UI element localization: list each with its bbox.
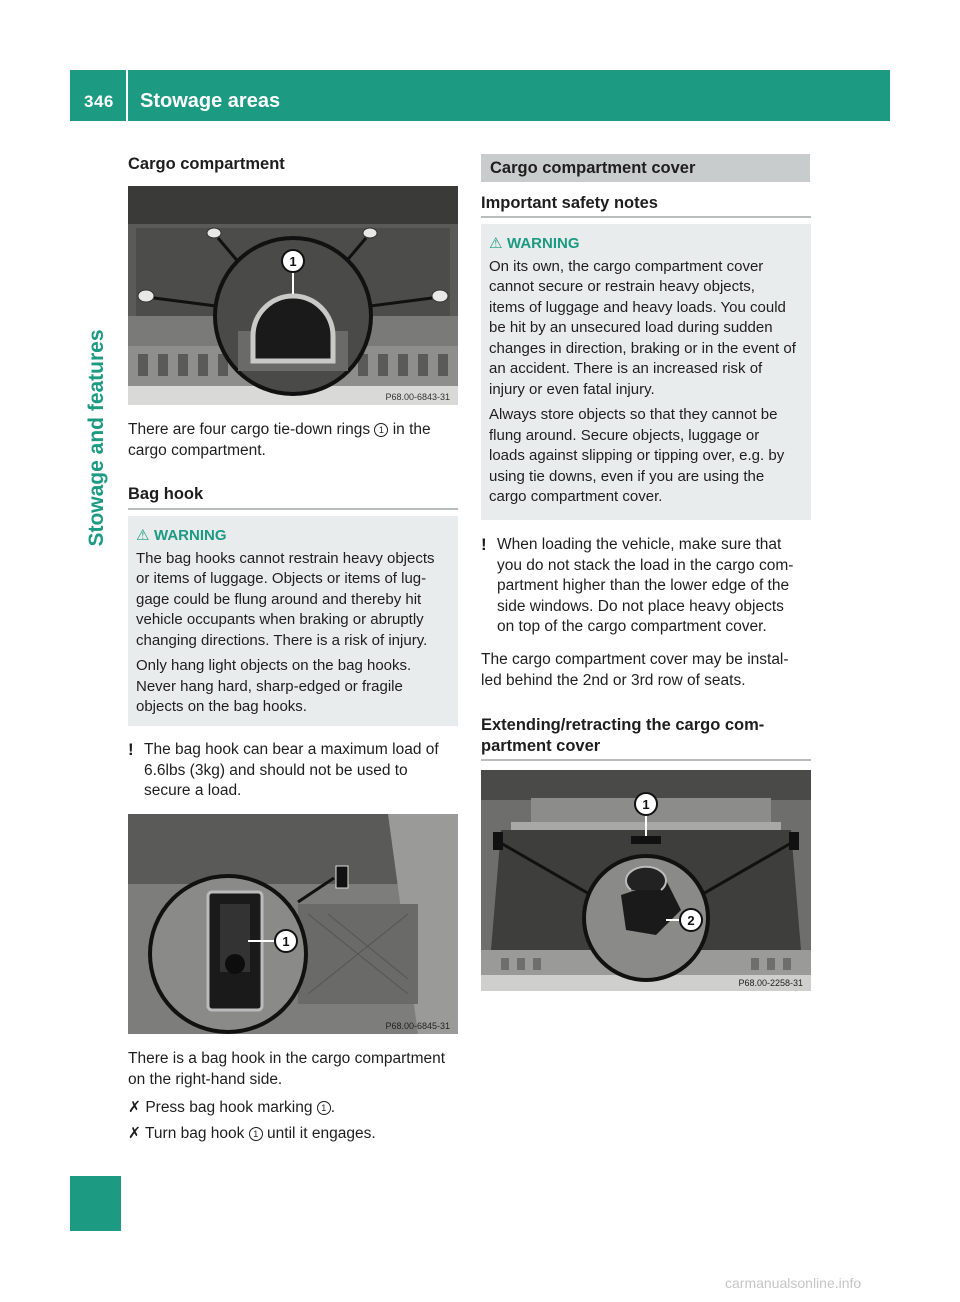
header-divider (126, 70, 128, 121)
fig2-code: P68.00-6845-31 (385, 1021, 450, 1031)
safety-notes-heading: Important safety notes (481, 194, 658, 212)
cargo-cover-heading: Cargo compartment cover (490, 159, 696, 177)
bag-hook-warning-box: ⚠ WARNING The bag hooks cannot restrain heavy objects or items of luggage. Objects or items of lug- gage could be flung around and thereby hit vehicle occupants when braking or abruptly changing directions. There is a risk of injury. Only hang light objects on the bag hooks. Never hang hard, sharp-edged or fragile objects on the bag hooks. (128, 516, 458, 726)
cargo-cover-warning-box: ⚠ WARNING On its own, the cargo compartment cover cannot secure or restrain heavy objects, items of luggage and heavy loads. You could be hit by an unsecured load during sudden changes in direction, braking or in the event of an accident. There is an increased risk of injury or even fatal injury. Always store objects so that they cannot be flung around. Secure objects, luggage or loads against slipping or tipping over, e.g. by using tie downs, even if you are using the cargo compartment cover. (481, 224, 811, 520)
fig2-callout: 1 (282, 934, 290, 949)
heading-rule (128, 508, 458, 510)
fig3-code: P68.00-2258-31 (738, 978, 803, 988)
fig3-callout-2: 2 (687, 913, 695, 928)
callout-1: 1 (317, 1101, 331, 1115)
cargo-compartment-heading: Cargo compartment (128, 155, 285, 173)
callout-1: 1 (374, 423, 388, 437)
install-position-text: The cargo compartment cover may be instal- led behind the 2nd or 3rd row of seats. (481, 651, 789, 689)
loading-note: ! When loading the vehicle, make sure that you do not stack the load in the cargo com- partment higher than the lower edge of the side windows. Do not place heavy objects on top of the cargo compartment cover. (481, 535, 794, 635)
side-tab-marker (70, 1176, 121, 1231)
cargo-cover-figure (481, 770, 811, 991)
fig3-callout-1: 1 (642, 797, 650, 812)
tie-down-rings-figure (128, 186, 458, 405)
extend-retract-heading: Extending/retracting the cargo com- partment cover (481, 716, 765, 755)
fig1-code: P68.00-6843-31 (385, 392, 450, 402)
section-title: Stowage areas (140, 90, 281, 112)
bag-hook-location-text: There is a bag hook in the cargo compartment on the right-hand side. (128, 1050, 446, 1088)
bag-hook-figure (128, 814, 458, 1034)
heading-rule (481, 216, 811, 218)
step-turn-hook: ✗ Turn bag hook 1 until it engages. (128, 1125, 376, 1142)
warning-triangle-icon: ⚠ (489, 235, 503, 252)
caution-exclamation-icon: ! (128, 740, 134, 759)
arrow-bullet-icon: ✗ (128, 1099, 141, 1116)
arrow-bullet-icon: ✗ (128, 1125, 141, 1142)
bag-hook-heading: Bag hook (128, 485, 204, 503)
callout-1: 1 (249, 1127, 263, 1141)
watermark: carmanualsonline.info (725, 1275, 862, 1291)
side-tab-label: Stowage and features (85, 329, 108, 547)
warning-triangle-icon: ⚠ (136, 527, 150, 544)
page-number: 346 (84, 92, 114, 111)
heading-rule (481, 759, 811, 761)
caution-exclamation-icon: ! (481, 535, 487, 554)
fig1-callout: 1 (289, 254, 297, 269)
tie-down-description: There are four cargo tie-down rings 1 in the cargo compartment. (128, 421, 431, 459)
step-press-marking: ✗ Press bag hook marking 1 . (128, 1099, 336, 1116)
bag-hook-load-note: ! The bag hook can bear a maximum load of 6.6lbs (3kg) and should not be used to secure a load. (128, 740, 439, 799)
